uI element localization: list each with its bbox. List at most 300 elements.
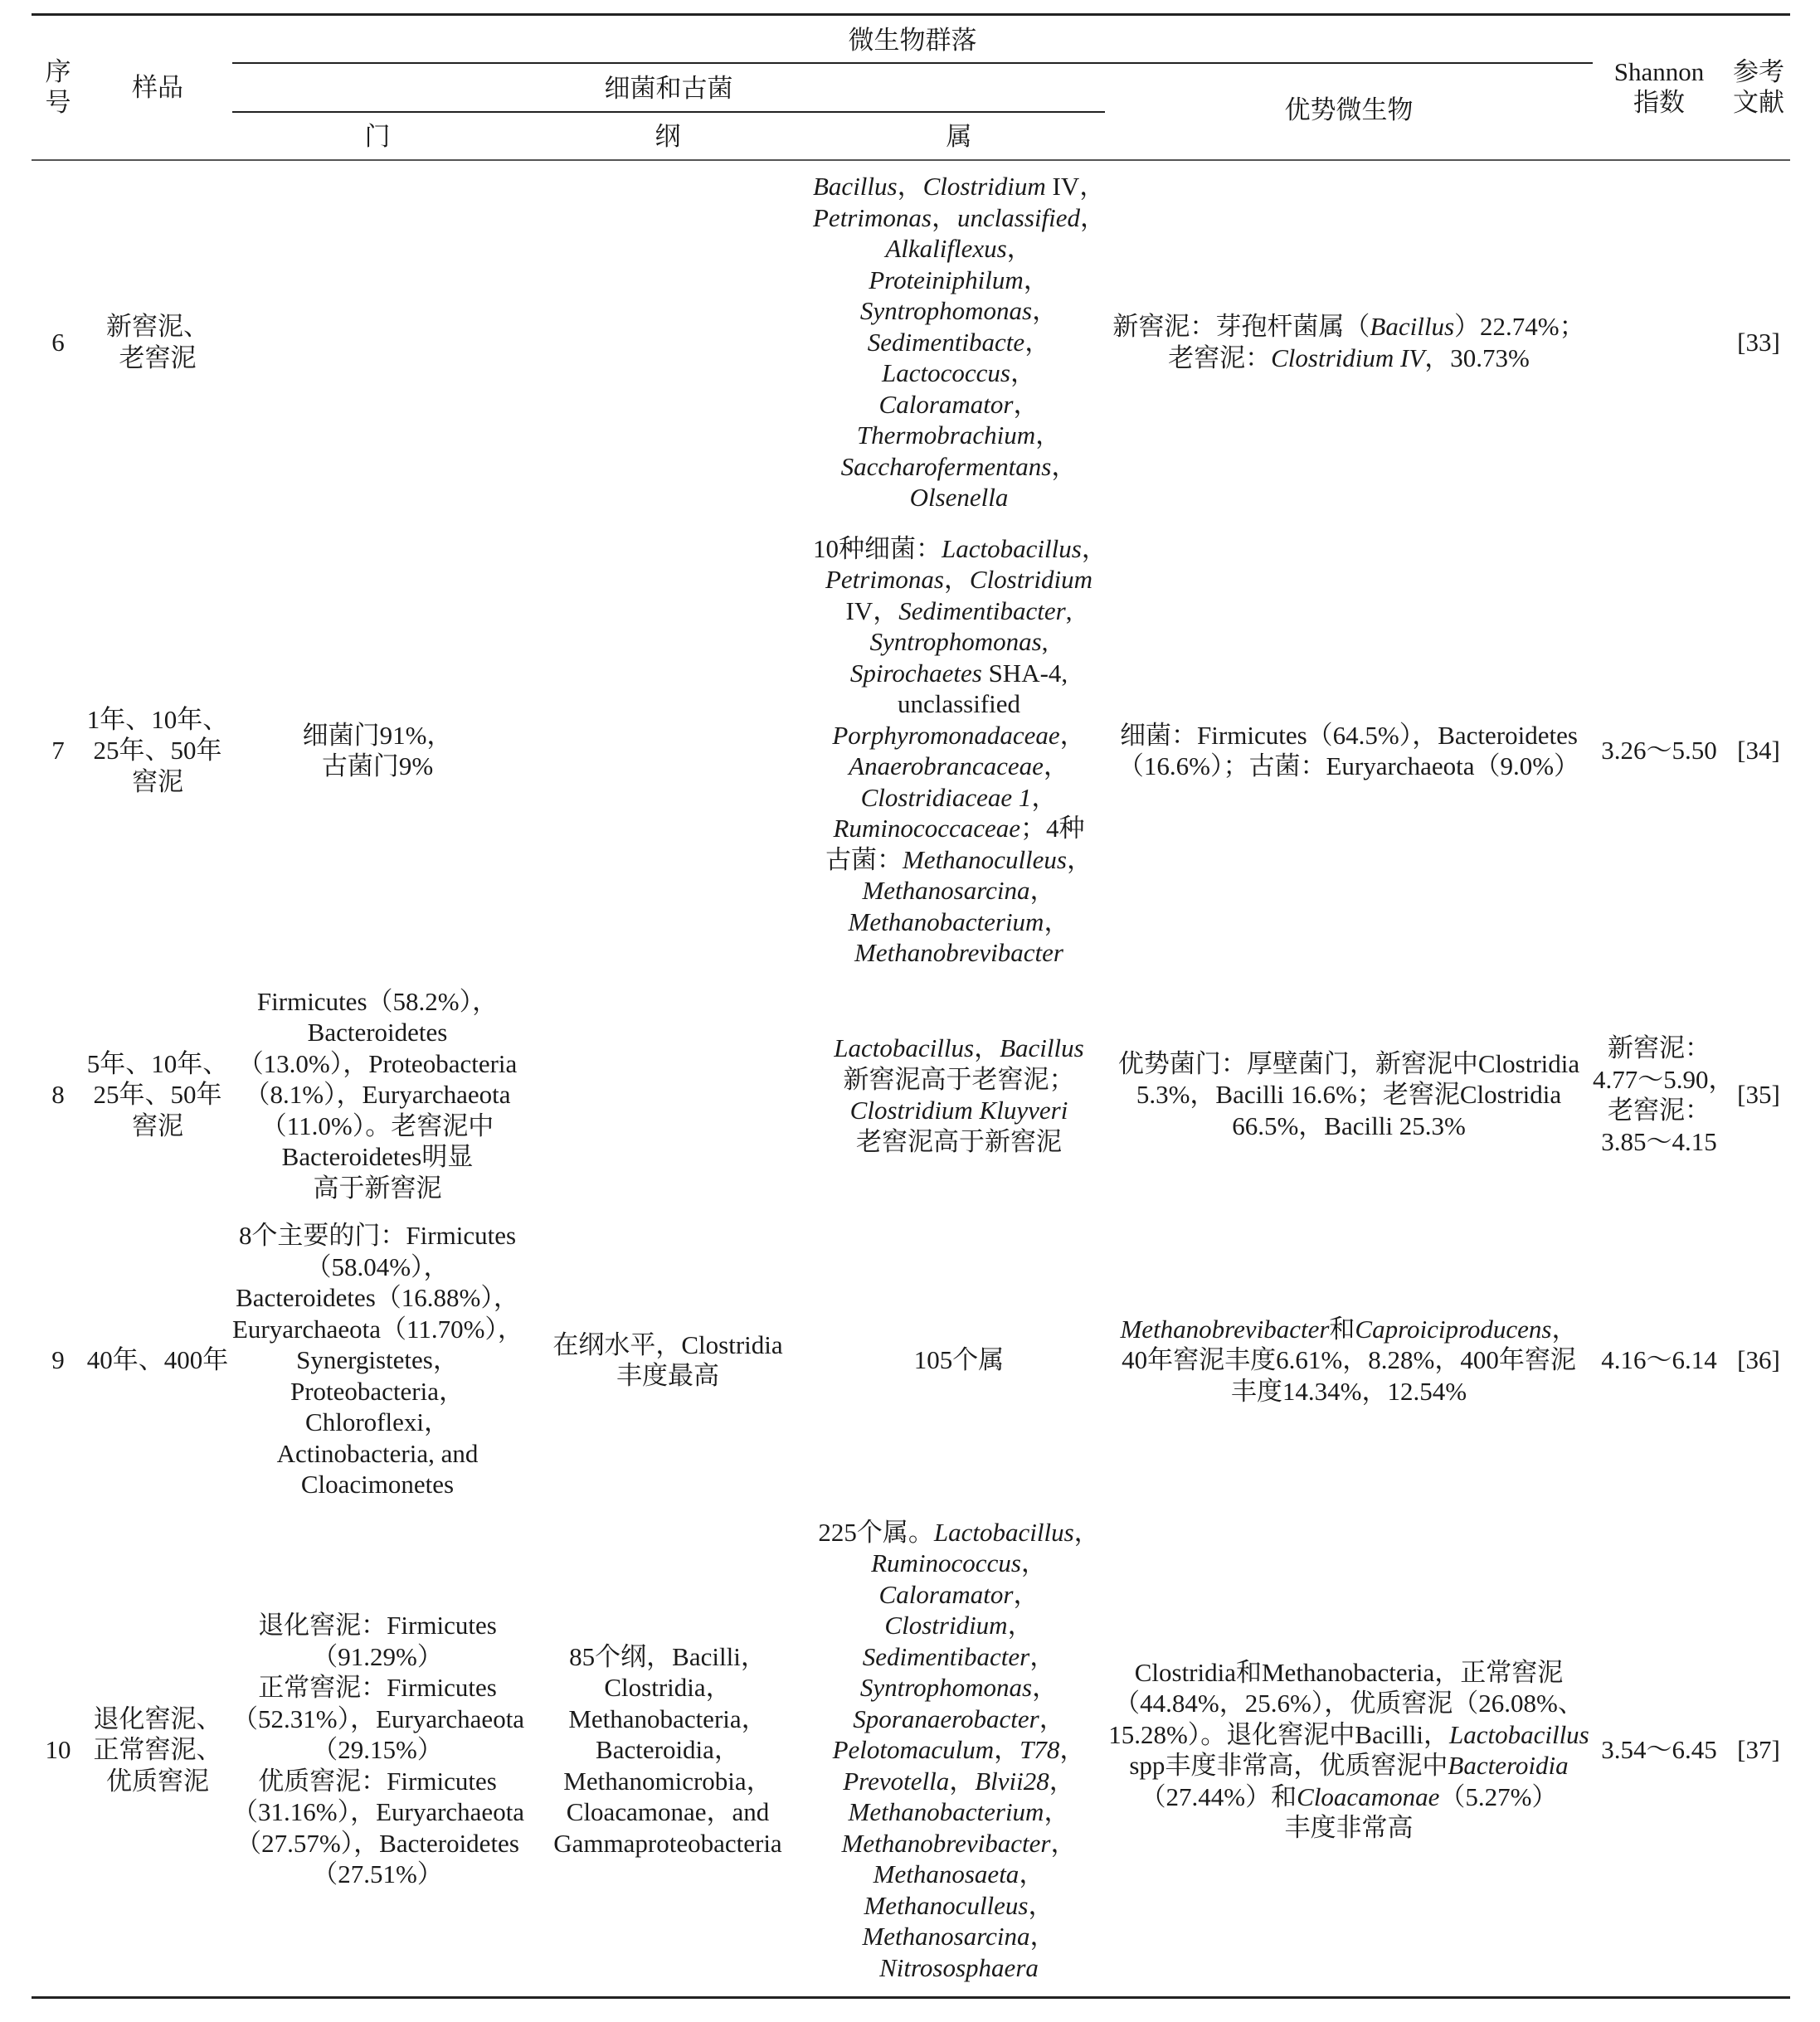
header-genus: 属 — [946, 121, 972, 151]
genus-line — [813, 451, 1105, 483]
taxon-name: Clostridium — [884, 1611, 1008, 1640]
genus-line — [813, 389, 1105, 420]
cell-shannon — [1593, 523, 1725, 979]
index-text: 9 — [51, 1345, 65, 1375]
text-segment: 老窖泥： — [1168, 343, 1272, 372]
cell-phylum — [232, 523, 523, 979]
sample-line: 25年、50年 — [93, 736, 222, 766]
cell-reference — [1725, 979, 1792, 1211]
genus-line — [813, 1610, 1105, 1641]
reference-text: [33] — [1737, 327, 1780, 357]
genus-line — [813, 1796, 1105, 1828]
bacteria-archaea-group-rule — [232, 111, 1105, 113]
cell-shannon — [1593, 1509, 1725, 1990]
cell-class — [523, 979, 813, 1211]
header-shannon-index: Shannon 指数 — [1613, 57, 1705, 117]
taxon-name: Petrimonas — [813, 202, 932, 232]
reference-text: [37] — [1737, 1735, 1780, 1765]
text-segment: 和 — [1329, 1314, 1355, 1344]
shannon-line: 老窖泥： — [1608, 1096, 1711, 1125]
taxon-name: Thermobrachium — [856, 420, 1036, 450]
genus-line — [813, 595, 1105, 627]
text-segment: ， — [1029, 876, 1056, 905]
cell-reference — [1725, 523, 1792, 979]
text-segment: ， — [1059, 720, 1086, 750]
taxon-name: Pelotomaculum — [832, 1735, 995, 1765]
taxon-name: Methanobacterium — [848, 906, 1044, 936]
cell-reference — [1725, 1509, 1792, 1990]
text-segment: 丰度14.34%，12.54% — [1230, 1376, 1467, 1406]
cell-shannon — [1593, 162, 1725, 523]
sample-line: 1年、10年、 — [86, 704, 229, 734]
phylum-line: （58.04%）， — [305, 1252, 450, 1281]
genus-line — [813, 1344, 1105, 1376]
text-segment: 优势菌门：厚壁菌门，新窖泥中Clostridia — [1117, 1048, 1580, 1078]
genus-line — [813, 1095, 1105, 1126]
text-segment: IV， — [1045, 172, 1106, 202]
genus-line — [813, 1641, 1105, 1673]
text-segment: ， — [1059, 1735, 1086, 1765]
taxon-name: Methanosaeta — [873, 1859, 1019, 1889]
text-segment: Clostridia和Methanobacteria，正常窖泥 — [1134, 1657, 1564, 1687]
class-line: Methanobacteria， — [568, 1704, 767, 1733]
cell-dominant — [1105, 979, 1593, 1211]
genus-line — [813, 420, 1105, 451]
sample-line: 退化窖泥、 — [93, 1704, 222, 1733]
genus-line — [813, 626, 1105, 658]
taxon-name: unclassified — [956, 202, 1081, 232]
cell-dominant — [1105, 162, 1593, 523]
cell-class — [523, 1211, 813, 1509]
header-sample: 样品 — [132, 72, 183, 102]
text-segment: ， — [1073, 1517, 1100, 1547]
text-segment: ， — [1006, 234, 1033, 264]
text-segment: IV， — [845, 595, 899, 625]
text-segment: 丰度非常高 — [1284, 1813, 1414, 1842]
class-line: Gammaproteobacteria — [553, 1828, 782, 1858]
text-segment: SHA-4, — [981, 658, 1068, 688]
cell-reference — [1725, 162, 1792, 523]
genus-line — [813, 1579, 1105, 1611]
phylum-line: 正常窖泥：Firmicutes — [258, 1673, 497, 1703]
genus-line — [813, 233, 1105, 265]
text-segment: 225个属。 — [818, 1517, 934, 1547]
text-segment: ， — [949, 1766, 976, 1796]
shannon-line: 3.85～4.15 — [1601, 1126, 1717, 1156]
phylum-line: 高于新窖泥 — [313, 1173, 442, 1203]
text-segment: 66.5%，Bacilli 25.3% — [1232, 1111, 1466, 1140]
index-text: 7 — [51, 736, 65, 766]
sample-line: 新窖泥、 — [106, 312, 209, 341]
taxon-name: Porphyromonadaceae — [832, 720, 1060, 750]
genus-line — [813, 906, 1105, 938]
class-line: Cloacamonae，and — [566, 1797, 770, 1827]
cell-sample — [83, 523, 232, 979]
genus-line — [813, 751, 1105, 782]
cell-genus — [813, 1211, 1105, 1509]
text-segment: ， — [1035, 420, 1062, 450]
taxon-name: Prevotella — [843, 1766, 950, 1796]
phylum-line: （27.57%），Bacteroidetes — [236, 1828, 519, 1858]
taxon-name: Ruminococcus — [871, 1548, 1021, 1578]
text-segment: ， — [1049, 1766, 1075, 1796]
phylum-line: （8.1%），Euryarchaeota — [244, 1080, 511, 1110]
text-segment: ， — [1029, 1641, 1056, 1671]
taxon-name: Clostridium IV — [1271, 343, 1425, 372]
taxon-name: Caproiciproducens — [1355, 1314, 1552, 1344]
taxon-name: Clostridiaceae 1 — [860, 782, 1032, 812]
cell-class — [523, 523, 813, 979]
cell-dominant — [1105, 523, 1593, 979]
cell-index — [33, 1211, 83, 1509]
taxon-name: T78 — [1019, 1735, 1060, 1765]
cell-phylum — [232, 1509, 523, 1990]
class-line: 85个纲，Bacilli， — [569, 1641, 766, 1671]
dominant-line — [1105, 720, 1593, 751]
dominant-line — [1105, 1314, 1593, 1345]
phylum-line: （29.15%） — [312, 1735, 443, 1765]
text-segment: , — [1065, 595, 1073, 625]
header-index: 序 号 — [45, 57, 71, 117]
dominant-line — [1105, 1781, 1593, 1813]
sample-line: 40年、400年 — [86, 1345, 229, 1375]
text-segment: 15.28%）。退化窖泥中Bacilli， — [1108, 1719, 1449, 1749]
genus-line — [813, 1064, 1105, 1096]
genus-line — [813, 1704, 1105, 1735]
taxon-name: Lactobacillus — [933, 1517, 1074, 1547]
taxon-name: Blvii28 — [975, 1766, 1049, 1796]
text-segment: 细菌：Firmicutes（64.5%），Bacteroidetes — [1120, 720, 1578, 750]
text-segment: 10种细菌： — [813, 533, 942, 563]
text-segment: ， — [1039, 1704, 1065, 1733]
dominant-line — [1105, 1657, 1593, 1689]
dominant-line — [1105, 751, 1593, 782]
taxon-name: Clostridium — [922, 172, 1046, 202]
text-segment: 古菌： — [825, 844, 903, 874]
genus-line — [813, 202, 1105, 234]
text-segment: ， — [1032, 1673, 1058, 1703]
taxon-name: Methanoculleus — [902, 844, 1067, 874]
phylum-line: （13.0%），Proteobacteria — [237, 1048, 518, 1078]
sample-line: 老窖泥 — [119, 343, 197, 372]
taxon-name: Sedimentibacter — [862, 1641, 1030, 1671]
text-segment: 新窖泥高于老窖泥； — [843, 1064, 1075, 1094]
text-segment: ， — [1020, 1548, 1047, 1578]
genus-line — [813, 1921, 1105, 1952]
shannon-line: 3.54～6.45 — [1601, 1735, 1717, 1765]
text-segment: （44.84%，25.6%），优质窖泥（26.08%、 — [1114, 1689, 1584, 1718]
dominant-line — [1105, 1079, 1593, 1111]
text-segment: ， — [1080, 202, 1107, 232]
taxon-name: Olsenella — [909, 483, 1009, 513]
cell-shannon — [1593, 979, 1735, 1211]
shannon-line: 4.77～5.90， — [1593, 1064, 1735, 1094]
header-bacteria-archaea: 细菌和古菌 — [604, 73, 733, 103]
text-segment: ， — [1007, 1611, 1034, 1640]
cell-sample — [83, 1211, 232, 1509]
text-segment: ， — [1010, 358, 1036, 388]
dominant-line — [1105, 1376, 1593, 1407]
genus-line — [813, 1952, 1105, 1984]
taxon-name: Nitrososphaera — [879, 1952, 1039, 1982]
header-microbial-community: 微生物群落 — [848, 25, 977, 55]
genus-line — [813, 482, 1105, 513]
genus-line — [813, 171, 1105, 202]
taxon-name: Methanobacterium — [848, 1797, 1044, 1827]
text-segment: ， — [1013, 1579, 1039, 1609]
text-segment: ， — [1028, 1890, 1054, 1920]
text-segment: unclassified — [897, 689, 1021, 718]
taxon-name: Syntrophomonas — [859, 1673, 1033, 1703]
taxon-name: Spirochaetes — [849, 658, 982, 688]
cell-index — [33, 1509, 83, 1990]
genus-line — [813, 1672, 1105, 1704]
text-segment: ， — [1029, 1922, 1056, 1952]
taxon-name: Methanosarcina — [862, 876, 1030, 905]
header-class: 纲 — [655, 121, 681, 151]
text-segment: , — [1041, 627, 1049, 656]
genus-line — [813, 720, 1105, 751]
text-segment: ， — [1043, 751, 1069, 780]
taxon-name: Caloramator — [878, 1579, 1014, 1609]
phylum-line: （31.16%），Euryarchaeota — [232, 1797, 525, 1827]
reference-text: [34] — [1737, 736, 1780, 766]
index-text: 10 — [45, 1735, 71, 1765]
phylum-line: Firmicutes（58.2%）， — [256, 986, 499, 1016]
taxon-name: Methanoculleus — [864, 1890, 1029, 1920]
taxon-name: Sedimentibacte — [867, 327, 1025, 357]
taxon-name: Lactobacillus — [834, 1033, 975, 1062]
text-segment: ， — [1051, 451, 1078, 481]
text-segment: ， — [1551, 1314, 1578, 1344]
cell-index — [33, 162, 83, 523]
genus-line — [813, 564, 1105, 595]
phylum-line: Chloroflexi， — [305, 1407, 450, 1437]
taxon-name: Alkaliflexus — [885, 234, 1007, 264]
genus-line — [813, 1126, 1105, 1158]
taxon-name: Bacillus — [1000, 1033, 1084, 1062]
genus-line — [813, 1766, 1105, 1797]
text-segment: spp丰度非常高，优质窖泥中 — [1129, 1751, 1448, 1780]
phylum-line: 细菌门91%， — [302, 720, 453, 750]
genus-line — [813, 1828, 1105, 1859]
cell-phylum — [232, 1211, 523, 1509]
text-segment: ， — [1023, 265, 1049, 294]
text-segment: （27.44%）和 — [1140, 1781, 1297, 1811]
cell-class — [523, 162, 813, 523]
sample-line: 正常窖泥、 — [93, 1735, 222, 1765]
taxon-name: Bacteroidia — [1448, 1751, 1569, 1780]
class-line: Bacteroidia， — [596, 1735, 740, 1765]
genus-line — [813, 295, 1105, 327]
dominant-line — [1105, 1812, 1593, 1844]
phylum-line: 优质窖泥：Firmicutes — [258, 1766, 497, 1796]
genus-line — [813, 937, 1105, 969]
sample-line: 窖泥 — [132, 1111, 183, 1140]
taxon-name: Methanosarcina — [862, 1922, 1030, 1952]
genus-line — [813, 844, 1105, 876]
text-segment: 105个属 — [913, 1345, 1005, 1375]
text-segment: ， — [974, 1033, 1000, 1062]
taxon-name: Methanobrevibacter — [841, 1828, 1051, 1858]
taxon-name: Clostridium Kluyveri — [849, 1096, 1068, 1125]
taxon-name: Syntrophomonas — [869, 627, 1042, 656]
cell-sample — [83, 979, 232, 1211]
phylum-line: （91.29%） — [312, 1641, 443, 1671]
text-segment: ， — [1044, 906, 1070, 936]
class-line: Clostridia， — [604, 1673, 732, 1703]
taxon-name: Bacillus — [813, 172, 898, 202]
dominant-line — [1105, 1344, 1593, 1376]
text-segment: ；4种 — [1020, 814, 1085, 843]
sample-line: 5年、10年、 — [86, 1048, 229, 1078]
taxon-name: Cloacamonae — [1297, 1781, 1440, 1811]
taxon-name: Ruminococcaceae — [833, 814, 1020, 843]
phylum-line: Actinobacteria, and — [276, 1438, 479, 1468]
dominant-line — [1105, 1111, 1593, 1142]
phylum-line: Euryarchaeota（11.70%）， — [232, 1314, 523, 1344]
taxon-name: Anaerobrancaceae — [849, 751, 1044, 780]
text-segment: ， — [1024, 327, 1051, 357]
cell-sample — [83, 162, 232, 523]
class-line: 丰度最高 — [616, 1361, 719, 1390]
header-reference: 参考 文献 — [1733, 57, 1784, 117]
taxon-name: Lactococcus — [882, 358, 1010, 388]
dominant-line — [1105, 1750, 1593, 1781]
shannon-line: 4.16～6.14 — [1601, 1345, 1717, 1375]
text-segment: ， — [943, 565, 970, 594]
taxon-name: Syntrophomonas — [859, 296, 1033, 326]
phylum-line: Proteobacteria， — [290, 1376, 465, 1406]
phylum-line: Cloacimonetes — [300, 1470, 455, 1499]
text-segment: ， — [994, 1735, 1020, 1765]
text-segment: （16.6%）；古菌：Euryarchaeota（9.0%） — [1117, 751, 1580, 780]
phylum-line: Bacteroidetes（16.88%）， — [236, 1283, 519, 1313]
taxon-name: Methanobrevibacter — [1120, 1314, 1330, 1344]
taxon-name: Lactobacillus — [942, 533, 1082, 563]
table-top-rule — [32, 13, 1790, 16]
genus-line — [813, 1859, 1105, 1890]
index-text: 8 — [51, 1080, 65, 1110]
text-segment: （5.27%） — [1439, 1781, 1558, 1811]
text-segment: 5.3%，Bacilli 16.6%；老窖泥Clostridia — [1136, 1080, 1562, 1110]
cell-genus — [813, 523, 1105, 979]
phylum-line: Synergistetes， — [296, 1345, 459, 1375]
genus-line — [813, 875, 1105, 906]
sample-line: 优质窖泥 — [106, 1766, 209, 1796]
text-segment: ，30.73% — [1424, 343, 1530, 372]
header-phylum: 门 — [364, 121, 391, 151]
text-segment: ， — [1044, 1797, 1070, 1827]
taxon-name: Caloramator — [878, 389, 1014, 419]
text-segment: ， — [1067, 844, 1092, 874]
text-segment: 新窖泥：芽孢杆菌属（ — [1112, 312, 1370, 341]
text-segment: ， — [931, 202, 957, 232]
cell-genus — [813, 1509, 1105, 1990]
cell-shannon — [1593, 1211, 1725, 1509]
taxon-name: Methanobrevibacter — [854, 938, 1063, 967]
phylum-line: Bacteroidetes — [307, 1018, 448, 1047]
text-segment: ， — [1013, 389, 1039, 419]
dominant-line — [1105, 1688, 1593, 1719]
phylum-line: Bacteroidetes明显 — [281, 1142, 474, 1172]
cell-phylum — [232, 162, 523, 523]
cell-sample — [83, 1509, 232, 1990]
index-text: 6 — [51, 327, 65, 357]
text-segment: 老窖泥高于新窖泥 — [856, 1126, 1062, 1156]
header-bottom-rule — [32, 159, 1790, 161]
sample-line: 窖泥 — [132, 766, 183, 796]
phylum-line: （52.31%），Euryarchaeota — [232, 1704, 525, 1733]
cell-dominant — [1105, 1211, 1593, 1509]
reference-text: [35] — [1737, 1080, 1780, 1110]
phylum-line: 古菌门9% — [321, 751, 434, 780]
taxon-name: Lactobacillus — [1448, 1719, 1589, 1749]
class-line: Methanomicrobia， — [563, 1766, 772, 1796]
text-segment: ）22.74%； — [1454, 312, 1585, 341]
genus-line — [813, 1517, 1105, 1548]
dominant-line — [1105, 311, 1593, 343]
text-segment: ， — [1081, 533, 1107, 563]
taxon-name: Sporanaerobacter — [853, 1704, 1039, 1733]
phylum-line: 8个主要的门：Firmicutes — [238, 1221, 517, 1251]
taxon-name: Sedimentibacter — [898, 595, 1066, 625]
cell-reference — [1725, 1211, 1792, 1509]
cell-dominant — [1105, 1509, 1593, 1990]
taxon-name: Petrimonas — [825, 565, 944, 594]
genus-line — [813, 658, 1105, 689]
community-group-rule — [232, 62, 1593, 64]
text-segment: 40年窖泥丰度6.61%，8.28%，400年窖泥 — [1122, 1345, 1576, 1375]
genus-line — [813, 782, 1105, 814]
taxon-name: Saccharofermentans — [840, 451, 1052, 481]
reference-text: [36] — [1737, 1345, 1780, 1375]
text-segment: ， — [1032, 296, 1058, 326]
genus-line — [813, 688, 1105, 720]
text-segment: ， — [897, 172, 923, 202]
genus-line — [813, 327, 1105, 358]
dominant-line — [1105, 1048, 1593, 1080]
cell-index — [33, 979, 83, 1211]
table-bottom-rule — [32, 1996, 1790, 1999]
genus-line — [813, 533, 1105, 565]
genus-line — [813, 357, 1105, 389]
genus-line — [813, 1548, 1105, 1579]
header-dominant-microbes: 优势微生物 — [1284, 95, 1414, 124]
cell-genus — [813, 162, 1105, 523]
genus-line — [813, 1734, 1105, 1766]
shannon-line: 3.26～5.50 — [1601, 736, 1717, 766]
cell-index — [33, 523, 83, 979]
genus-line — [813, 265, 1105, 296]
taxon-name: Bacillus — [1370, 312, 1455, 341]
text-segment: ， — [1031, 782, 1058, 812]
phylum-line: 退化窖泥：Firmicutes — [258, 1611, 497, 1640]
sample-line: 25年、50年 — [93, 1080, 222, 1110]
genus-line — [813, 813, 1105, 844]
shannon-line: 新窖泥： — [1608, 1033, 1711, 1062]
cell-class — [523, 1509, 813, 1990]
text-segment: ， — [1050, 1828, 1077, 1858]
genus-line — [813, 1033, 1105, 1064]
taxon-name: Proteiniphilum — [869, 265, 1024, 294]
dominant-line — [1105, 1719, 1593, 1751]
text-segment: ， — [1019, 1859, 1045, 1889]
phylum-line: （11.0%）。老窖泥中 — [260, 1111, 494, 1140]
cell-phylum — [232, 979, 523, 1211]
cell-genus — [813, 979, 1105, 1211]
class-line: 在纲水平，Clostridia — [552, 1329, 783, 1359]
